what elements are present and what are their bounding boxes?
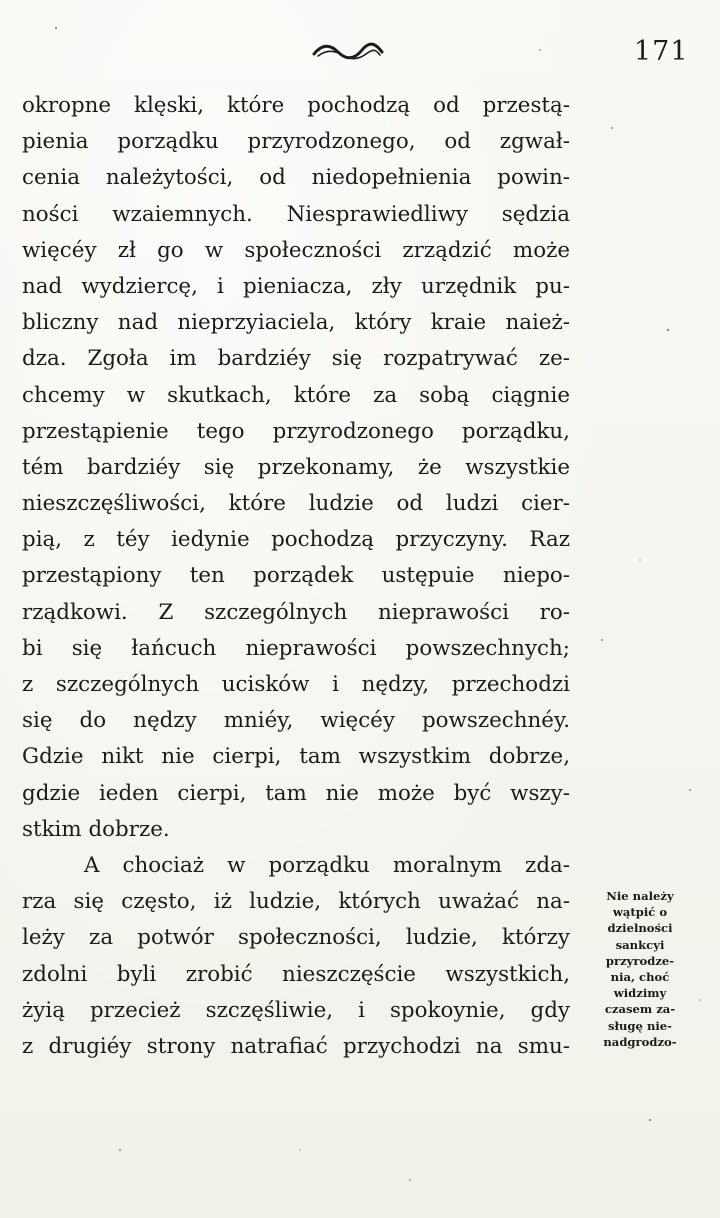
margin-note-line: dzielności xyxy=(607,921,673,936)
body-text xyxy=(22,88,570,1065)
text-line: rządkowi. Z szczególnych nieprawości ro- xyxy=(22,599,570,625)
text-line: z drugiéy strony natrafiać przychodzi na smu- xyxy=(22,1033,570,1059)
text-line: gdzie ieden cierpi, tam nie może być wszy- xyxy=(22,780,570,806)
text-line: zdolni byli zrobić nieszczęście wszystkich, xyxy=(22,961,570,987)
text-line: chcemy w skutkach, które za sobą ciągnie xyxy=(22,382,570,408)
text-line: się do nędzy mniéy, więcéy powszechnéy. xyxy=(22,708,570,734)
text-line: cenia należytości, od niedopełnienia powin- xyxy=(22,165,570,191)
margin-note-line: sługę nie- xyxy=(608,1018,672,1033)
text-line: pienia porządku przyrodzonego, od zgwał- xyxy=(22,129,570,155)
text-line: więcéy zł go w społeczności zrządzić może xyxy=(22,237,570,263)
margin-note-line: widzimy xyxy=(613,986,667,1001)
text-line: pią, z téy iedynie pochodzą przyczyny. Raz xyxy=(22,527,570,553)
text-line: bi się łańcuch nieprawości powszechnych; xyxy=(22,635,570,661)
text-line: A chociaż w porządku moralnym zda- xyxy=(84,852,570,878)
margin-note-line: nia, choć xyxy=(610,970,670,985)
text-line: przestąpiony ten porządek ustępuie niepo- xyxy=(22,563,570,589)
margin-note-line: przyrodze- xyxy=(605,953,675,968)
text-line: ności wzaiemnych. Niesprawiedliwy sędzia xyxy=(22,201,570,227)
text-line: tém bardziéy się przekonamy, że wszystkie xyxy=(22,454,570,480)
text-line: stkim dobrze. xyxy=(22,816,170,842)
margin-note-line: czasem za- xyxy=(604,1002,676,1017)
text-line: nieszczęśliwości, które ludzie od ludzi cier- xyxy=(22,491,570,517)
text-line: z szczególnych ucisków i nędzy, przechodzi xyxy=(22,672,570,697)
margin-note-line: sankcyi xyxy=(615,937,665,952)
margin-note-line: nadgrodzo- xyxy=(603,1034,677,1049)
text-line: okropne klęski, które pochodzą od przestą- xyxy=(22,93,570,118)
margin-note xyxy=(577,888,703,1050)
text-line: dza. Zgoła im bardziéy się rozpatrywać ze- xyxy=(22,346,570,372)
text-line: leży za potwór społeczności, ludzie, którzy xyxy=(22,925,570,951)
text-line: bliczny nad nieprzyiaciela, który kraie naież- xyxy=(22,310,570,336)
text-line: przestąpienie tego przyrodzonego porządku, xyxy=(22,418,570,444)
page-number: 171 xyxy=(634,36,689,67)
margin-note-line: Nie należy xyxy=(606,889,674,903)
tilde-flourish-ornament-icon xyxy=(312,40,384,62)
text-line: Gdzie nikt nie cierpi, tam wszystkim dobrze, xyxy=(22,744,570,770)
margin-note-line: wątpić o xyxy=(612,905,668,920)
text-line: żyią przecież szczęśliwie, i spokoynie, gdy xyxy=(22,997,570,1023)
text-line: rza się często, iż ludzie, których uważać na- xyxy=(22,889,570,915)
text-line: nad wydziercę, i pieniacza, zły urzędnik pu- xyxy=(22,273,570,299)
